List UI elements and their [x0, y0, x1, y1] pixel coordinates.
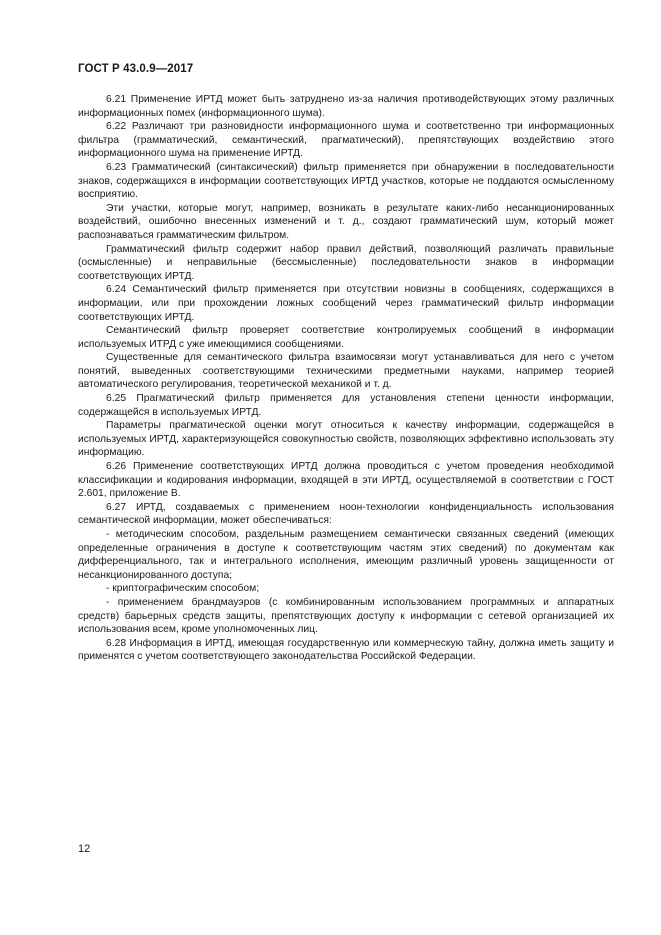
paragraph: Эти участки, которые могут, например, возникать в результате каких-либо несанкционированных воздействий, ошибочно внесенных изменений и т. д., создают грамматический шум, который может распознаваться грамматическим фильтром.	[78, 202, 614, 241]
paragraph: Параметры прагматической оценки могут относиться к качеству информации, содержащейся в используемых ИРТД, характеризующейся совокупностью свойств, позволяющих эффективно использовать эту информацию.	[78, 420, 614, 459]
paragraph-6-25: 6.25 Прагматический фильтр применяется для установления степени ценности информации, содержащейся в используемых ИРТД.	[78, 393, 614, 418]
paragraph-6-23: 6.23 Грамматический (синтаксический) фильтр применяется при обнаружении в последовательности знаков, содержащихся в информации соответствующих ИРТД участков, которые не поддаются осмысленному восприятию.	[78, 161, 614, 201]
paragraph: Семантический фильтр проверяет соответствие контролируемых сообщений в информации используемых ИТРД с уже имеющимися сообщениями.	[78, 325, 614, 350]
document-header: ГОСТ Р 43.0.9—2017	[78, 63, 194, 75]
page-number: 12	[78, 843, 91, 855]
document-body	[78, 93, 614, 664]
paragraph-6-28: 6.28 Информация в ИРТД, имеющая государственную или коммерческую тайну, должна иметь защиту и применятся с учетом соответствующего законодательства Российской Федерации.	[78, 637, 614, 663]
paragraph-6-27: 6.27 ИРТД, создаваемых с применением ноон-технологии конфиденциальность использования семантической информации, может обеспечиваться:	[78, 501, 614, 527]
paragraph: Существенные для семантического фильтра взаимосвязи могут устанавливаться для него с учетом понятий, выведенных соответствующими техническими предметными науками, например теорией автоматического регулирования, теоретической механикой и т. д.	[78, 352, 614, 391]
paragraph-6-21: 6.21 Применение ИРТД может быть затруднено из-за наличия противодействующих этому различных информационных помех (информационного шума).	[78, 94, 614, 119]
paragraph-6-24: 6.24 Семантический фильтр применяется при отсутствии новизны в сообщениях, содержащихся в информации, или при прохождении ложных сообщений через грамматический фильтр информации соответствующих ИРТД.	[78, 284, 614, 323]
list-item: - применением брандмауэров (с комбинированным использованием программных и аппаратных средств) барьерных средств защиты, препятствующих доступу к информации с сетевой организацией их использования всем, кроме уполномоченных лиц.	[78, 596, 614, 636]
list-item: - криптографическим способом;	[106, 583, 260, 595]
paragraph-6-22: 6.22 Различают три разновидности информационного шума и соответственно три информационных фильтра (грамматический, семантический, прагматический), препятствующих воздействию этого информационного шума на применение ИРТД.	[78, 121, 614, 160]
list-item: - методическим способом, раздельным размещением семантически связанных сведений (имеющих определенные ограничения в доступе к соответствующим частям этих сведений) по документам как дифференциального, так и интегрального исполнения, имеющим различный уровень защищенности от несанкционированного доступа;	[78, 529, 614, 581]
paragraph-6-26: 6.26 Применение соответствующих ИРТД должна проводиться с учетом проведения необходимой классификации и кодирования информации, входящей в эти ИРТД, осуществляемой в соответствии с ГОСТ 2.601, приложение В.	[78, 461, 614, 500]
paragraph: Грамматический фильтр содержит набор правил действий, позволяющий различать правильные (осмысленные) и неправильные (бессмысленные) последовательности знаков в информации соответствующих ИРТД.	[78, 243, 614, 282]
